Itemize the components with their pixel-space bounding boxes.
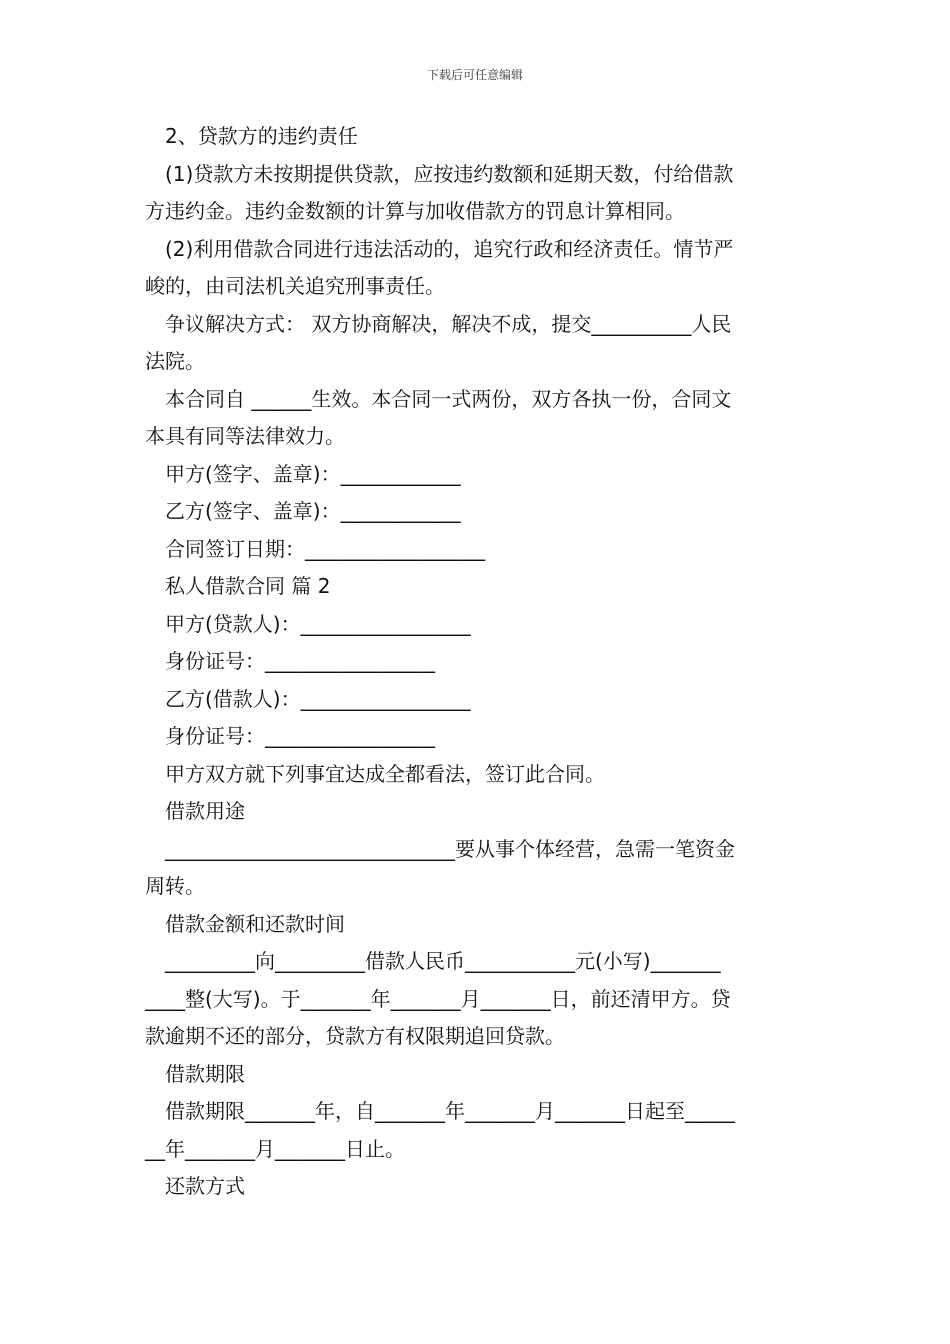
section-heading: 借款金额和还款时间 [165,911,345,936]
id-number-line: 身份证号：_________________ [165,724,435,748]
party-line: 甲方(贷款人)：_________________ [165,611,471,636]
signature-line: 甲方(签字、盖章)：____________ [165,461,461,486]
section-heading: 还款方式 [165,1174,245,1198]
paragraph-line: 周转。 [145,874,205,898]
document-body [145,118,807,1206]
date-line: 合同签订日期：__________________ [165,536,485,561]
paragraph-line: 方违约金。违约金数额的计算与加收借款方的罚息计算相同。 [145,199,685,223]
paragraph-line: 甲方双方就下列事宜达成全都看法，签订此合同。 [165,761,605,786]
section-heading: 2、贷款方的违约责任 [165,124,358,148]
paragraph-line: 借款期限_______年，自_______年_______月_______日起至_____ [165,1099,735,1123]
paragraph-line: _________向_________借款人民币___________元(小写)_______ [165,949,721,973]
section-heading: 借款用途 [165,799,245,823]
paragraph-line: (2)利用借款合同进行违法活动的，追究行政和经济责任。情节严 [165,236,734,261]
paragraph-line: 本具有同等法律效力。 [145,424,345,448]
page-header-note: 下载后可任意编辑 [426,68,523,82]
paragraph-line: 款逾期不还的部分，贷款方有权限期追回贷款。 [145,1024,565,1048]
section-heading: 借款期限 [165,1061,245,1086]
paragraph-line: 本合同自 ______生效。本合同一式两份，双方各执一份，合同文 [165,386,732,411]
signature-line: 乙方(签字、盖章)：____________ [165,499,461,523]
paragraph-line: (1)贷款方未按期提供贷款，应按违约数额和延期天数，付给借款 [165,161,734,186]
id-number-line: 身份证号：_________________ [165,649,435,673]
party-line: 乙方(借款人)：_________________ [165,686,471,711]
paragraph-line: ____整(大写)。于_______年_______月_______日，前还清甲方。贷 [145,986,731,1011]
paragraph-line: __年_______月_______日止。 [145,1136,405,1161]
paragraph-line: _____________________________要从事个体经营，急需一笔资金 [165,836,735,861]
contract-title: 私人借款合同 篇 2 [165,574,331,598]
paragraph-line: 峻的，由司法机关追究刑事责任。 [145,274,445,298]
paragraph-line: 争议解决方式： 双方协商解决，解决不成，提交__________人民 [165,311,732,336]
paragraph-line: 法院。 [145,349,205,373]
